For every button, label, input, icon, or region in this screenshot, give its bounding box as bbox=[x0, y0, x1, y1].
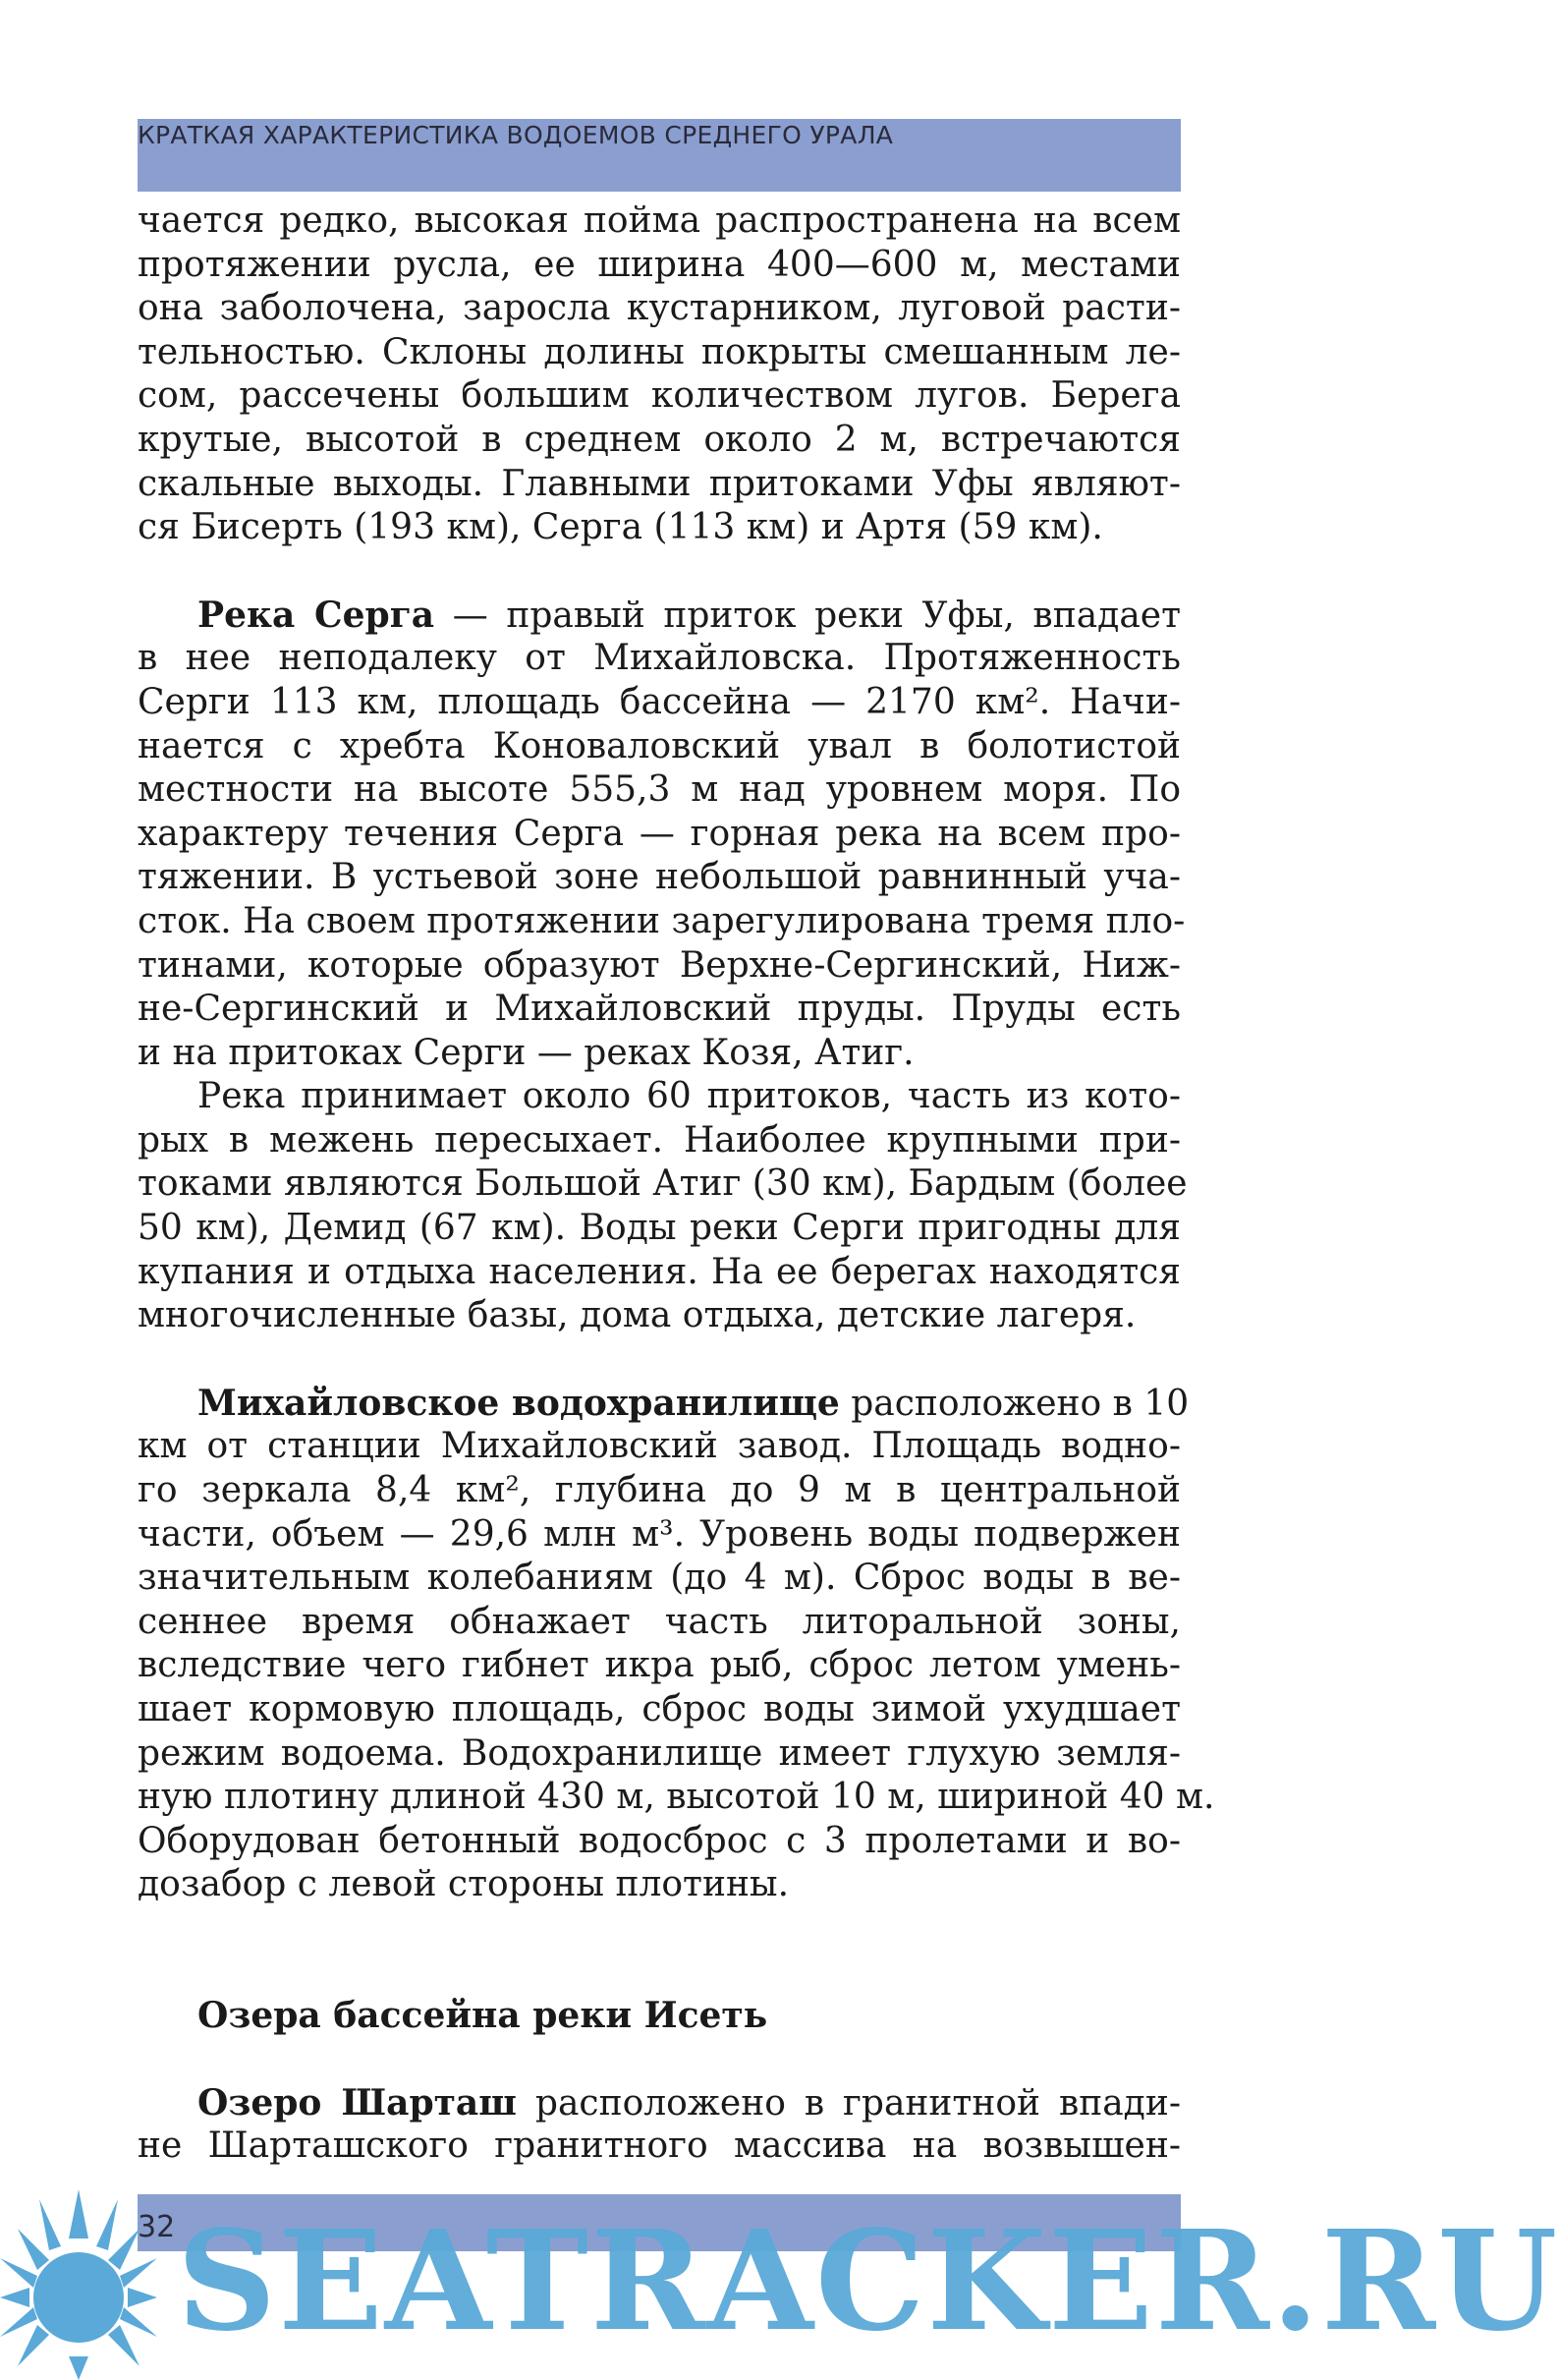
text-line: токами являются Большой Атиг (30 км), Бардым (более bbox=[138, 1163, 1188, 1205]
paragraph-mikhailovsk-reservoir bbox=[138, 1382, 1215, 1907]
text-line: купания и отдыха населения. На ее берегах находятся bbox=[138, 1251, 1181, 1292]
text-line: шает кормовую площадь, сброс воды зимой ухудшает bbox=[138, 1689, 1181, 1729]
page-body bbox=[138, 199, 1215, 2169]
text-line: в нее неподалеку от Михайловска. Протяженность bbox=[138, 638, 1181, 679]
text-line: крутые, высотой в среднем около 2 м, встречаются bbox=[138, 419, 1181, 460]
text-line: Михайловское водохранилище расположено в 10 bbox=[197, 1382, 1190, 1424]
text-line: многочисленные базы, дома отдыха, детские лагеря. bbox=[138, 1295, 1137, 1336]
text-line: го зеркала 8,4 км², глубина до 9 м в центральной bbox=[138, 1470, 1181, 1511]
text-line: Река принимает около 60 притоков, часть из кото- bbox=[197, 1076, 1181, 1117]
term-shartash: Озеро Шарташ bbox=[197, 2081, 517, 2124]
text-line: и на притоках Серги — реках Козя, Атиг. bbox=[138, 1032, 915, 1073]
term-serga: Река Серга bbox=[197, 594, 435, 636]
text-line: тельностью. Склоны долины покрыты смешанным ле- bbox=[138, 331, 1181, 372]
term-reservoir: Михайловское водохранилище bbox=[197, 1382, 840, 1424]
text-line: 50 км), Демид (67 км). Воды реки Серги пригодны для bbox=[138, 1208, 1181, 1249]
text-line: тяжении. В устьевой зоне небольшой равнинный уча- bbox=[138, 857, 1181, 898]
section-heading: Озера бассейна реки Исеть bbox=[197, 1994, 768, 2036]
text-line: режим водоема. Водохранилище имеет глухую земля- bbox=[138, 1732, 1181, 1774]
paragraph-serga bbox=[138, 594, 1188, 1338]
text-line: вследствие чего гибнет икра рыб, сброс летом умень- bbox=[138, 1645, 1181, 1686]
text-line: ся Бисерть (193 км), Серга (113 км) и Артя (59 км). bbox=[138, 507, 1103, 548]
text-line: нается с хребта Коноваловский увал в болотистой bbox=[138, 725, 1181, 766]
text-line: части, объем — 29,6 млн м³. Уровень воды подвержен bbox=[138, 1513, 1181, 1555]
text-line: она заболочена, заросла кустарником, луговой расти- bbox=[138, 288, 1181, 329]
running-header: КРАТКАЯ ХАРАКТЕРИСТИКА ВОДОЕМОВ СРЕДНЕГО УРАЛА bbox=[138, 121, 894, 149]
text-line: Река Серга — правый приток реки Уфы, впадает bbox=[197, 594, 1182, 636]
text-line: протяжении русла, ее ширина 400—600 м, местами bbox=[138, 244, 1181, 285]
sun-logo-icon bbox=[0, 2189, 167, 2380]
text-line: Озеро Шарташ расположено в гранитной впади- bbox=[197, 2081, 1181, 2124]
text-line: сток. На своем протяжении зарегулирована тремя пло- bbox=[138, 900, 1186, 941]
page-number: 32 bbox=[138, 2210, 176, 2244]
text-line: Серги 113 км, площадь бассейна — 2170 км². Начи- bbox=[138, 681, 1181, 722]
paragraph-shartash bbox=[138, 2081, 1181, 2169]
text-line: дозабор с левой стороны плотины. bbox=[138, 1864, 790, 1905]
text-line: сом, рассечены большим количеством лугов. Берега bbox=[138, 375, 1181, 417]
text-line: местности на высоте 555,3 м над уровнем моря. По bbox=[138, 769, 1181, 811]
text-line: км от станции Михайловский завод. Площадь водно- bbox=[138, 1426, 1181, 1467]
text-line: тинами, которые образуют Верхне-Сергинский, Ниж- bbox=[138, 944, 1181, 986]
text-line: сеннее время обнажает часть литоральной зоны, bbox=[138, 1601, 1181, 1642]
text-line: чается редко, высокая пойма распространена на всем bbox=[138, 200, 1181, 241]
text-line: ную плотину длиной 430 м, высотой 10 м, шириной 40 м. bbox=[138, 1777, 1215, 1818]
text-line: Оборудован бетонный водосброс с 3 пролетами и во- bbox=[138, 1820, 1181, 1861]
text-line: рых в межень пересыхает. Наиболее крупными при- bbox=[138, 1119, 1181, 1161]
text-line: скальные выходы. Главными притоками Уфы являют- bbox=[138, 463, 1181, 504]
watermark-seatracker: SEATRACKER.RU bbox=[177, 2201, 1559, 2362]
text-line: не Шарташского гранитного массива на возвышен- bbox=[138, 2125, 1181, 2167]
text-line: значительным колебаниям (до 4 м). Сброс воды в ве- bbox=[138, 1558, 1181, 1599]
text-line: характеру течения Серга — горная река на всем про- bbox=[138, 813, 1181, 854]
paragraph-ufa-continued bbox=[138, 199, 1181, 550]
text-line: не-Сергинский и Михайловский пруды. Пруды есть bbox=[138, 989, 1181, 1030]
